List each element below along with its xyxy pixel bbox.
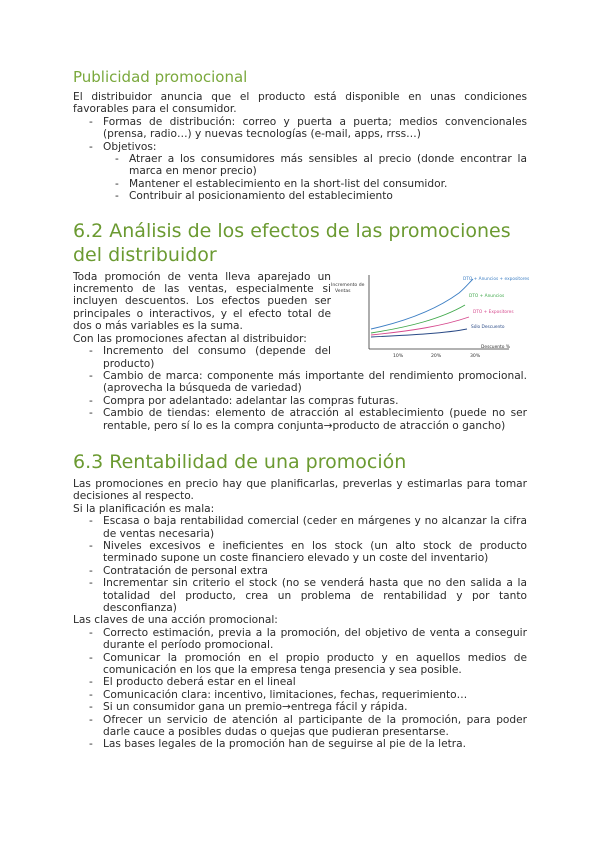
heading-6-2: 6.2 Análisis de los efectos de las promociones del distribuidor	[73, 219, 511, 266]
list-item: - Comunicar la promoción en el propio producto y en aquellos medios de comunicación en los que la empresa tenga presencia y sea posible.	[73, 652, 527, 677]
list-item-objetivos	[73, 141, 527, 153]
list-item: - Las bases legales de la promoción han de seguirse al pie de la letra.	[73, 738, 527, 750]
list-efectos-distribuidor	[73, 345, 527, 432]
list-item: - Contribuir al posicionamiento del establecimiento	[73, 190, 527, 202]
list-item: - Escasa o baja rentabilidad comercial (ceder en márgenes y no alcanzar la cifra de ventas necesaria)	[73, 515, 527, 540]
chart-tick-label: 30%	[470, 353, 481, 359]
section-6-2-body	[73, 270, 530, 432]
list-item: - Atraer a los consumidores más sensibles al precio (donde encontrar la marca en menor precio)	[73, 153, 527, 178]
chart-legend-label-dto-expositores: DTO + Expositores	[473, 309, 514, 315]
list-planificacion-mala	[73, 515, 527, 614]
chart-ylabel-line2: Ventas	[335, 288, 351, 294]
list-item: - Si un consumidor gana un premio→entrega fácil y rápida.	[73, 701, 527, 713]
list-item: - Contratación de personal extra	[73, 565, 527, 577]
chart-legend-label-dto-anuncios-expositores: DTO + Anuncios + expositores	[463, 276, 530, 282]
paragraph-claves-lead: Las claves de una acción promocional:	[73, 614, 278, 627]
page-content	[73, 66, 530, 751]
list-item-objetivos-label: Objetivos:	[103, 140, 157, 153]
paragraph-publicidad-intro: El distribuidor anuncia que el producto está disponible en unas condiciones favorables para el consumidor.	[73, 91, 527, 116]
heading-6-3: 6.3 Rentabilidad de una promoción	[73, 450, 407, 473]
list-item: - Incremento del consumo (depende del producto)	[73, 345, 527, 370]
list-item: - Incrementar sin criterio el stock (no se venderá hasta que no den salida a la totalidad del producto, crea un problema de rentabilidad y por tanto desconfianza)	[73, 577, 527, 614]
list-claves-promocion	[73, 627, 527, 751]
chart-xlabel: Descuento %	[481, 344, 511, 350]
list-item: - El producto deberá estar en el lineal	[73, 676, 527, 688]
heading-publicidad-promocional: Publicidad promocional	[73, 68, 248, 86]
chart-ylabel-line1: Incremento de	[331, 282, 365, 288]
chart-series-line-dto-expositores	[371, 317, 469, 335]
list-item: - Correcto estimación, previa a la promoción, del objetivo de venta a conseguir durante el período promocional.	[73, 627, 527, 652]
chart-legend-label-dto-anuncios: DTO + Anuncios	[469, 293, 505, 299]
list-item: - Ofrecer un servicio de atención al participante de la promoción, para poder darle cauce a posibles dudas o quejas que pudieran presentarse.	[73, 714, 527, 739]
list-item-formas: - Formas de distribución: correo y puerta a puerta; medios convencionales (prensa, radio…) y nuevas tecnologías (e-mail, apps, rrss…)	[73, 116, 527, 141]
list-item: - Cambio de tiendas: elemento de atracción al establecimiento (puede no ser rentable, pero sí lo es la compra conjunta→producto de atracción o gancho)	[73, 407, 527, 432]
list-item: - Compra por adelantado: adelantar las compras futuras.	[73, 395, 527, 407]
paragraph-6-2-intro: Toda promoción de venta lleva aparejado un incremento de las ventas, especialmente si incluyen descuentos. Los efectos pueden ser principales o interactivos, y el efecto total de dos o más variables es la suma.	[73, 270, 331, 333]
chart-legend-label-solo-descuento: Sólo Descuento	[471, 324, 505, 330]
paragraph-6-2-lead: Con las promociones afectan al distribuidor:	[73, 332, 307, 345]
list-item: - Niveles excesivos e ineficientes en los stock (un alto stock de producto terminado supone un coste financiero elevado y un coste del inventario)	[73, 540, 527, 565]
paragraph-6-3-intro: Las promociones en precio hay que planificarlas, preverlas y estimarlas para tomar decisiones al respecto.	[73, 477, 527, 503]
list-item: - Cambio de marca: componente más importante del rendimiento promocional. (aprovecha la búsqueda de variedad)	[73, 370, 527, 395]
list-publicidad	[73, 116, 527, 153]
paragraph-mala-lead: Si la planificación es mala:	[73, 502, 215, 515]
chart-series-line-dto-anuncios-expositores	[371, 279, 473, 329]
chart-tick-label: 20%	[431, 353, 442, 359]
list-objetivos	[73, 153, 527, 203]
list-item: - Comunicación clara: incentivo, limitaciones, fechas, requerimiento…	[73, 689, 527, 701]
list-item: - Mantener el establecimiento en la short-list del consumidor.	[73, 178, 527, 190]
chart-tick-label: 10%	[393, 353, 404, 359]
